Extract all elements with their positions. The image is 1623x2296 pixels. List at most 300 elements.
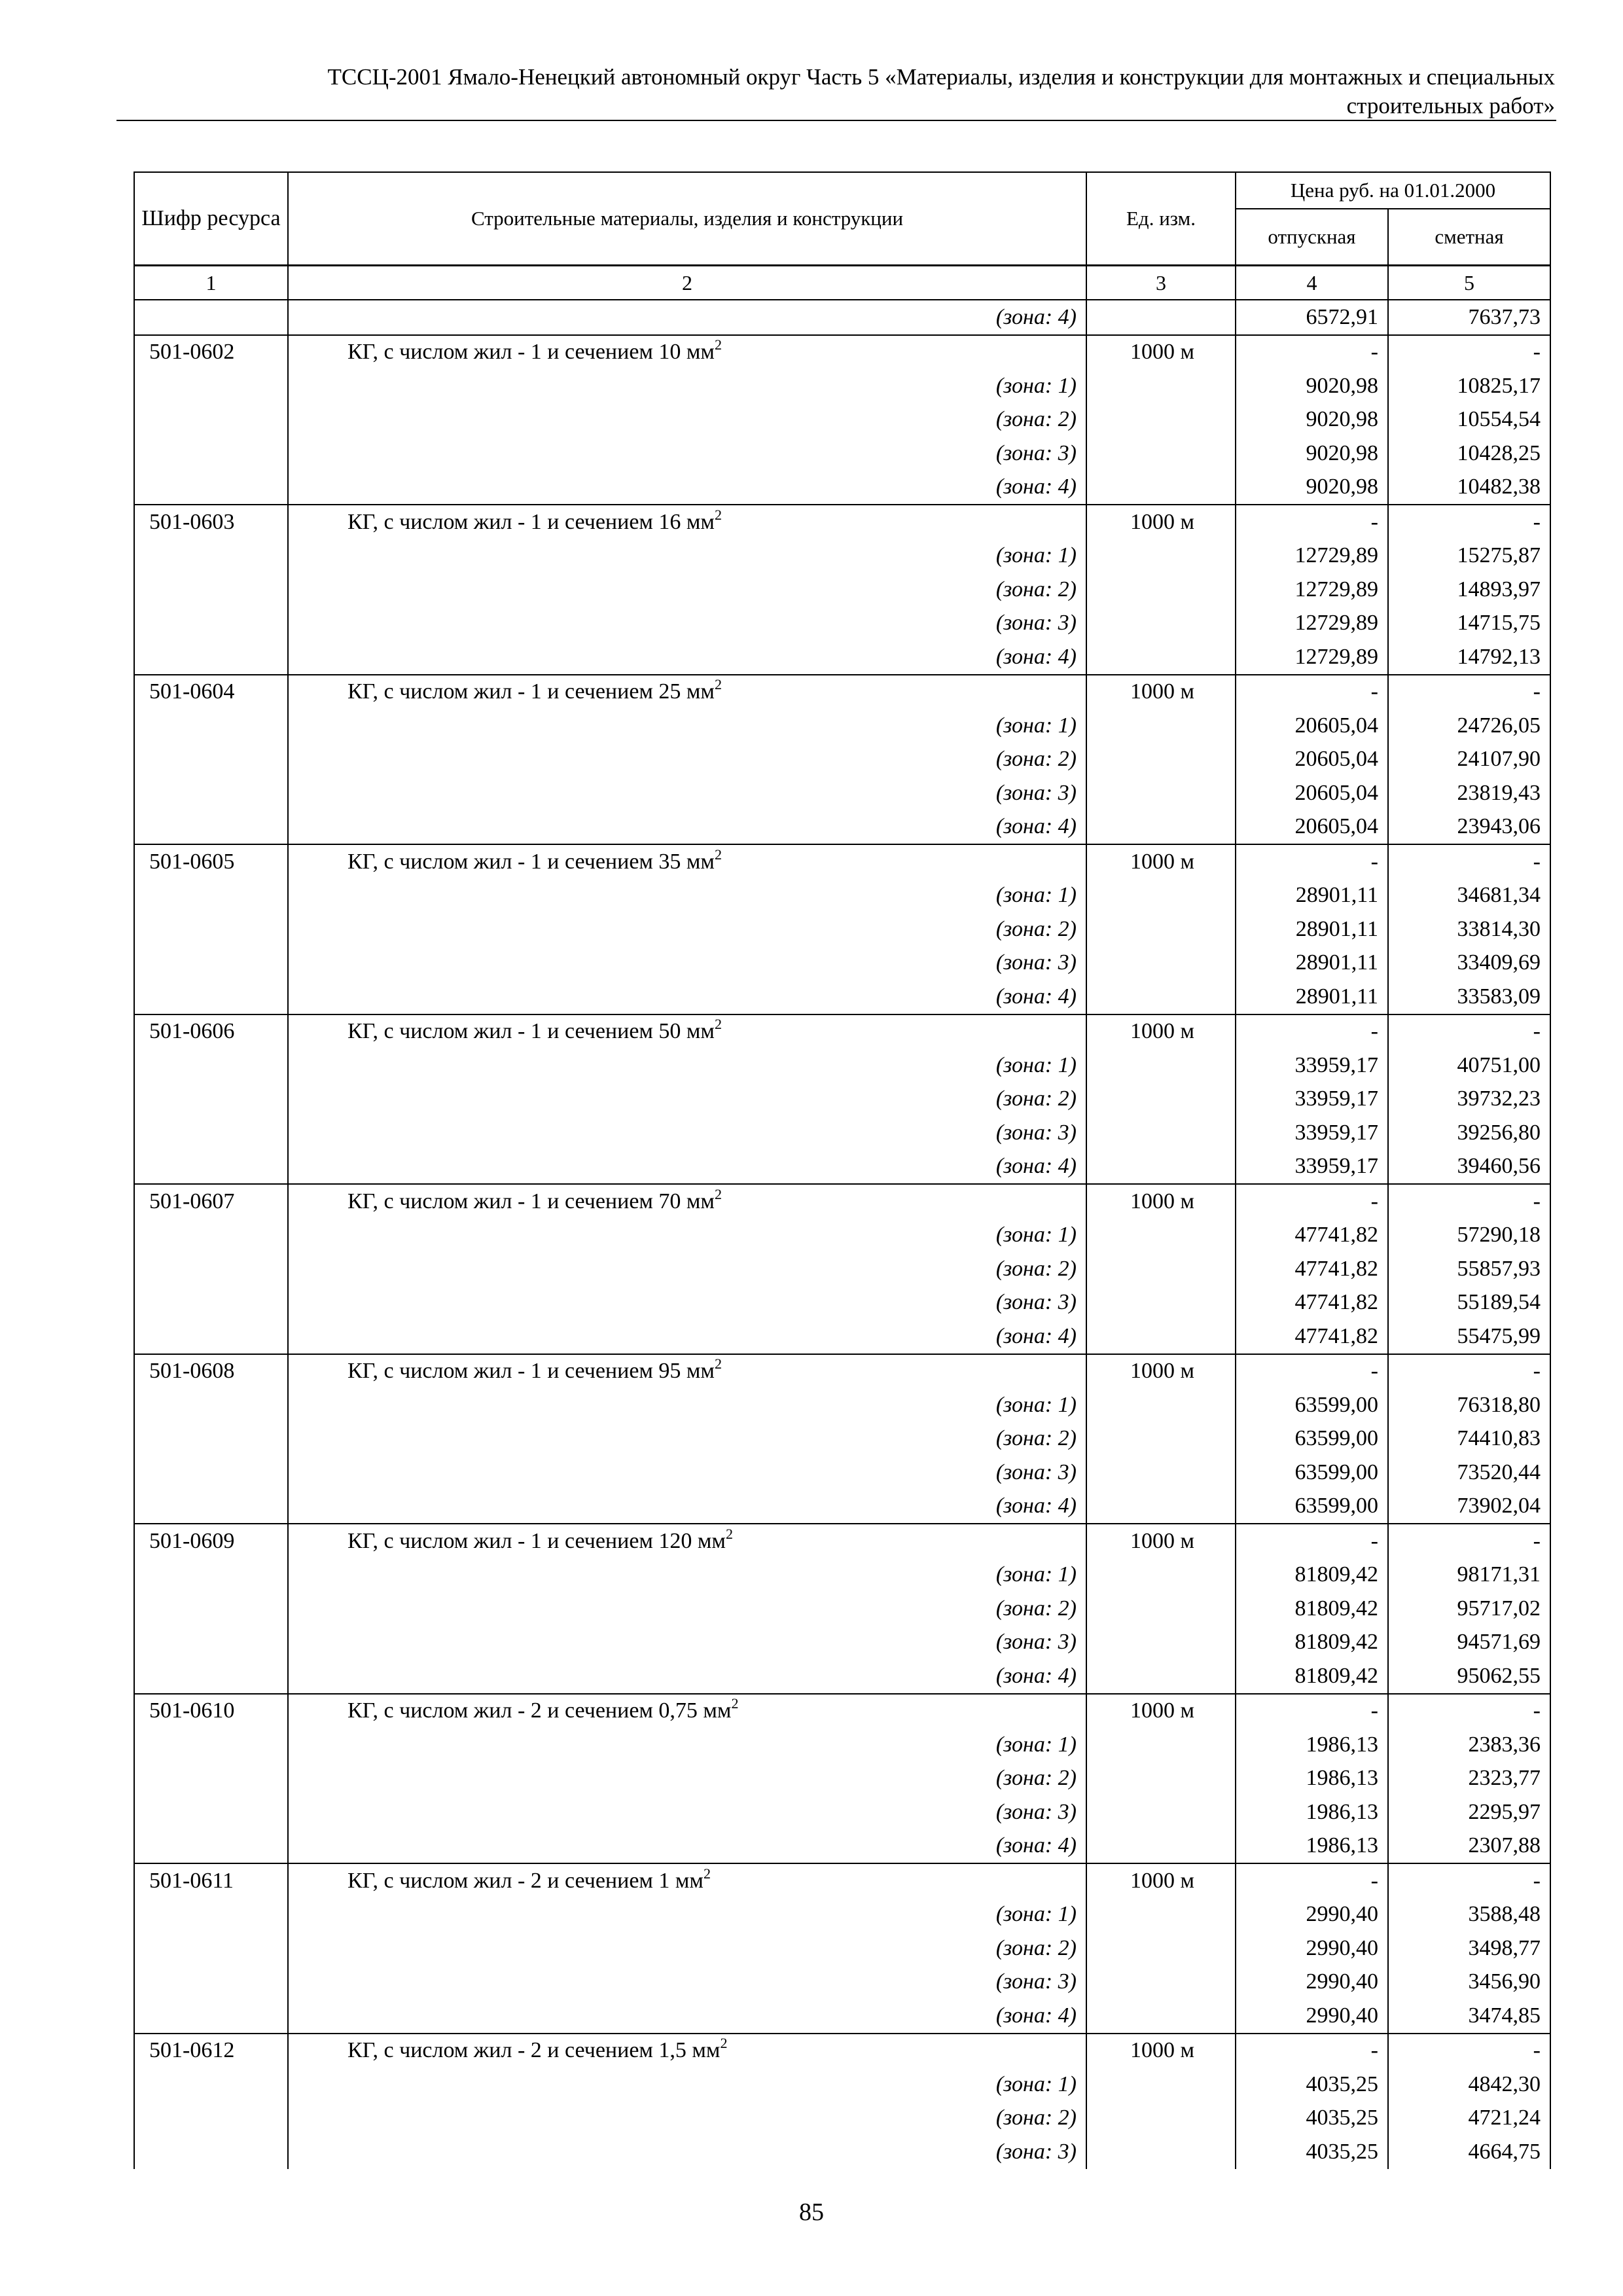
material-name-text: КГ, с числом жил - 1 и сечением 70 мм (348, 1189, 715, 1213)
zone-label: (зона: 2) (288, 573, 1086, 607)
table-row-zone (134, 1829, 1550, 1864)
release-price: 2990,40 (1236, 1898, 1388, 1932)
table-row-zone (134, 743, 1550, 777)
unit (1086, 1965, 1236, 2000)
estimate-price: 39256,80 (1388, 1116, 1550, 1150)
resource-code (134, 1795, 288, 1829)
release-price: 81809,42 (1236, 1659, 1388, 1694)
resource-code: 501-0602 (134, 335, 288, 370)
resource-code (134, 437, 288, 471)
estimate-price: 7637,73 (1388, 300, 1550, 335)
header-line-2: строительных работ» (1346, 93, 1555, 118)
release-price: 12729,89 (1236, 539, 1388, 573)
release-price: - (1236, 1354, 1388, 1389)
release-price: - (1236, 2034, 1388, 2068)
table-body (134, 300, 1550, 2169)
unit (1086, 1049, 1236, 1083)
zone-label: (зона: 3) (288, 607, 1086, 641)
estimate-price: 33583,09 (1388, 980, 1550, 1014)
superscript-exponent: 2 (731, 1695, 739, 1712)
table-row-item (134, 1184, 1550, 1219)
resource-code (134, 1083, 288, 1117)
zone-label: (зона: 2) (288, 1083, 1086, 1117)
table-row-item (134, 1014, 1550, 1049)
col-header-unit: Ед. изм. (1086, 172, 1236, 266)
resource-code (134, 369, 288, 403)
material-name-text: КГ, с числом жил - 1 и сечением 50 мм (348, 1019, 715, 1044)
table-row-zone (134, 1116, 1550, 1150)
table-row-zone (134, 810, 1550, 845)
table-row-item (134, 1863, 1550, 1898)
resource-code (134, 300, 288, 335)
resource-code (134, 1898, 288, 1932)
zone-label: (зона: 1) (288, 1558, 1086, 1592)
superscript-exponent: 2 (714, 1185, 722, 1202)
resource-code (134, 1965, 288, 2000)
release-price: 9020,98 (1236, 471, 1388, 505)
material-name (288, 335, 1086, 370)
material-name (288, 1354, 1086, 1389)
unit: 1000 м (1086, 335, 1236, 370)
table-row-zone (134, 1319, 1550, 1354)
estimate-price: 3456,90 (1388, 1965, 1550, 2000)
zone-label: (зона: 4) (288, 300, 1086, 335)
estimate-price: 55857,93 (1388, 1252, 1550, 1286)
estimate-price: - (1388, 1184, 1550, 1219)
resource-code (134, 776, 288, 810)
unit (1086, 1626, 1236, 1660)
material-name-text: КГ, с числом жил - 1 и сечением 10 мм (348, 340, 715, 365)
zone-label: (зона: 1) (288, 369, 1086, 403)
resource-code (134, 1456, 288, 1490)
zone-label: (зона: 1) (288, 1898, 1086, 1932)
table-row-item (134, 505, 1550, 539)
unit (1086, 810, 1236, 845)
table-row-zone (134, 1999, 1550, 2034)
estimate-price: 15275,87 (1388, 539, 1550, 573)
resource-code: 501-0609 (134, 1524, 288, 1558)
estimate-price: 57290,18 (1388, 1219, 1550, 1253)
release-price: 33959,17 (1236, 1049, 1388, 1083)
unit (1086, 1592, 1236, 1626)
resource-code (134, 709, 288, 743)
release-price: 81809,42 (1236, 1592, 1388, 1626)
unit (1086, 1931, 1236, 1965)
material-name-text: КГ, с числом жил - 2 и сечением 0,75 мм (348, 1698, 732, 1723)
unit: 1000 м (1086, 1694, 1236, 1729)
estimate-price: 3498,77 (1388, 1931, 1550, 1965)
release-price: 33959,17 (1236, 1116, 1388, 1150)
table-row-zone (134, 1659, 1550, 1694)
table-row-zone (134, 1286, 1550, 1320)
superscript-exponent: 2 (720, 2035, 728, 2052)
zone-label: (зона: 2) (288, 2102, 1086, 2136)
unit (1086, 1558, 1236, 1592)
release-price: 6572,91 (1236, 300, 1388, 335)
release-price: 20605,04 (1236, 709, 1388, 743)
material-name (288, 675, 1086, 709)
table-row-item (134, 1524, 1550, 1558)
estimate-price: 2295,97 (1388, 1795, 1550, 1829)
zone-label: (зона: 4) (288, 1150, 1086, 1185)
unit (1086, 1728, 1236, 1762)
resource-code (134, 1931, 288, 1965)
material-name-text: КГ, с числом жил - 2 и сечением 1 мм (348, 1868, 704, 1893)
resource-code (134, 1490, 288, 1524)
release-price: - (1236, 505, 1388, 539)
table-row-zone (134, 1626, 1550, 1660)
zone-label: (зона: 3) (288, 1965, 1086, 2000)
unit: 1000 м (1086, 1014, 1236, 1049)
price-table (134, 171, 1551, 2169)
superscript-exponent: 2 (725, 1525, 733, 1542)
unit (1086, 1116, 1236, 1150)
estimate-price: - (1388, 1863, 1550, 1898)
zone-label: (зона: 4) (288, 1319, 1086, 1354)
resource-code (134, 1388, 288, 1422)
unit (1086, 2068, 1236, 2102)
estimate-price: 74410,83 (1388, 1422, 1550, 1456)
table-row-zone (134, 1762, 1550, 1796)
resource-code (134, 1252, 288, 1286)
zone-label: (зона: 2) (288, 1762, 1086, 1796)
estimate-price: 2323,77 (1388, 1762, 1550, 1796)
unit (1086, 912, 1236, 946)
unit (1086, 1829, 1236, 1864)
release-price: - (1236, 1014, 1388, 1049)
superscript-exponent: 2 (714, 1016, 722, 1033)
estimate-price: - (1388, 505, 1550, 539)
table-row-zone (134, 1558, 1550, 1592)
release-price: 33959,17 (1236, 1083, 1388, 1117)
estimate-price: 14715,75 (1388, 607, 1550, 641)
resource-code (134, 1728, 288, 1762)
resource-code (134, 1999, 288, 2034)
table-row-item (134, 1354, 1550, 1389)
release-price: 47741,82 (1236, 1219, 1388, 1253)
release-price: 9020,98 (1236, 369, 1388, 403)
release-price: 33959,17 (1236, 1150, 1388, 1185)
release-price: 63599,00 (1236, 1388, 1388, 1422)
unit (1086, 1219, 1236, 1253)
estimate-price: 34681,34 (1388, 879, 1550, 913)
unit (1086, 1388, 1236, 1422)
release-price: 47741,82 (1236, 1319, 1388, 1354)
table-row-zone (134, 1965, 1550, 2000)
zone-label: (зона: 1) (288, 1219, 1086, 1253)
resource-code (134, 743, 288, 777)
estimate-price: 10428,25 (1388, 437, 1550, 471)
unit (1086, 403, 1236, 437)
table-row-zone (134, 709, 1550, 743)
release-price: 47741,82 (1236, 1252, 1388, 1286)
table-row-zone (134, 1219, 1550, 1253)
page-header (118, 63, 1555, 120)
estimate-price: - (1388, 1694, 1550, 1729)
release-price: 9020,98 (1236, 403, 1388, 437)
estimate-price: 94571,69 (1388, 1626, 1550, 1660)
estimate-price: 98171,31 (1388, 1558, 1550, 1592)
unit (1086, 946, 1236, 980)
table-row-zone (134, 1931, 1550, 1965)
resource-code (134, 1762, 288, 1796)
table-row-zone (134, 1388, 1550, 1422)
table-row-zone (134, 776, 1550, 810)
unit (1086, 1898, 1236, 1932)
release-price: - (1236, 1863, 1388, 1898)
zone-label: (зона: 4) (288, 1829, 1086, 1864)
release-price: - (1236, 844, 1388, 879)
material-name (288, 2034, 1086, 2068)
table-row-zone (134, 980, 1550, 1014)
estimate-price: 95062,55 (1388, 1659, 1550, 1694)
estimate-price: - (1388, 1014, 1550, 1049)
col-number: 2 (288, 266, 1086, 300)
col-header-price-group: Цена руб. на 01.01.2000 (1236, 172, 1550, 209)
resource-code: 501-0606 (134, 1014, 288, 1049)
header-rule (116, 120, 1556, 121)
release-price: - (1236, 335, 1388, 370)
resource-code (134, 2102, 288, 2136)
unit (1086, 980, 1236, 1014)
col-header-name: Строительные материалы, изделия и конструкции (288, 172, 1086, 266)
resource-code (134, 1422, 288, 1456)
resource-code (134, 1049, 288, 1083)
resource-code (134, 1219, 288, 1253)
release-price: 1986,13 (1236, 1762, 1388, 1796)
col-number: 5 (1388, 266, 1550, 300)
unit (1086, 1659, 1236, 1694)
table-row-zone (134, 1898, 1550, 1932)
release-price: 20605,04 (1236, 776, 1388, 810)
resource-code (134, 1286, 288, 1320)
estimate-price: 3474,85 (1388, 1999, 1550, 2034)
release-price: 2990,40 (1236, 1931, 1388, 1965)
estimate-price: 39460,56 (1388, 1150, 1550, 1185)
release-price: 12729,89 (1236, 640, 1388, 675)
resource-code (134, 1558, 288, 1592)
table-row-zone (134, 2135, 1550, 2169)
release-price: 81809,42 (1236, 1558, 1388, 1592)
zone-label: (зона: 3) (288, 1456, 1086, 1490)
unit (1086, 437, 1236, 471)
release-price: 81809,42 (1236, 1626, 1388, 1660)
zone-label: (зона: 1) (288, 1049, 1086, 1083)
zone-label: (зона: 3) (288, 437, 1086, 471)
table-row-item (134, 2034, 1550, 2068)
release-price: - (1236, 675, 1388, 709)
release-price: 2990,40 (1236, 1999, 1388, 2034)
material-name (288, 1863, 1086, 1898)
material-name-text: КГ, с числом жил - 2 и сечением 1,5 мм (348, 2038, 721, 2063)
table-head (134, 172, 1550, 300)
table-row-zone (134, 2068, 1550, 2102)
estimate-price: 10482,38 (1388, 471, 1550, 505)
table-row-zone (134, 1083, 1550, 1117)
table-row-zone (134, 437, 1550, 471)
table-row-zone (134, 1456, 1550, 1490)
release-price: 63599,00 (1236, 1422, 1388, 1456)
resource-code (134, 2135, 288, 2169)
resource-code (134, 912, 288, 946)
col-number: 4 (1236, 266, 1388, 300)
zone-label: (зона: 4) (288, 810, 1086, 845)
resource-code (134, 640, 288, 675)
table-row-zone (134, 1490, 1550, 1524)
estimate-price: 23819,43 (1388, 776, 1550, 810)
estimate-price: 39732,23 (1388, 1083, 1550, 1117)
estimate-price: 55189,54 (1388, 1286, 1550, 1320)
estimate-price: 33409,69 (1388, 946, 1550, 980)
release-price: - (1236, 1524, 1388, 1558)
release-price: 12729,89 (1236, 607, 1388, 641)
material-name-text: КГ, с числом жил - 1 и сечением 25 мм (348, 679, 715, 704)
zone-label: (зона: 3) (288, 1626, 1086, 1660)
estimate-price: 2383,36 (1388, 1728, 1550, 1762)
unit (1086, 709, 1236, 743)
table-row-zone (134, 1252, 1550, 1286)
material-name-text: КГ, с числом жил - 1 и сечением 95 мм (348, 1359, 715, 1384)
estimate-price: - (1388, 335, 1550, 370)
zone-label: (зона: 3) (288, 776, 1086, 810)
estimate-price: 14893,97 (1388, 573, 1550, 607)
release-price: 12729,89 (1236, 573, 1388, 607)
estimate-price: 23943,06 (1388, 810, 1550, 845)
resource-code (134, 1150, 288, 1185)
release-price: 28901,11 (1236, 946, 1388, 980)
unit: 1000 м (1086, 2034, 1236, 2068)
material-name-text: КГ, с числом жил - 1 и сечением 16 мм (348, 509, 715, 534)
estimate-price: - (1388, 1354, 1550, 1389)
zone-label: (зона: 4) (288, 640, 1086, 675)
resource-code: 501-0607 (134, 1184, 288, 1219)
material-name-text: КГ, с числом жил - 1 и сечением 35 мм (348, 849, 715, 874)
table-row-zone (134, 1150, 1550, 1185)
table-row-zone (134, 403, 1550, 437)
release-price: 63599,00 (1236, 1456, 1388, 1490)
unit (1086, 1252, 1236, 1286)
resource-code (134, 810, 288, 845)
unit (1086, 539, 1236, 573)
table-row-item (134, 844, 1550, 879)
superscript-exponent: 2 (714, 846, 722, 863)
unit (1086, 1999, 1236, 2034)
table-row-zone (134, 1728, 1550, 1762)
estimate-price: 33814,30 (1388, 912, 1550, 946)
estimate-price: 4664,75 (1388, 2135, 1550, 2169)
header-line-1: ТССЦ-2001 Ямало-Ненецкий автономный округ Часть 5 «Материалы, изделия и конструкции для монтажных и специальных (327, 64, 1555, 90)
release-price: 20605,04 (1236, 810, 1388, 845)
table-row-zone (134, 1795, 1550, 1829)
resource-code: 501-0610 (134, 1694, 288, 1729)
release-price: 1986,13 (1236, 1829, 1388, 1864)
estimate-price: 73520,44 (1388, 1456, 1550, 1490)
zone-label: (зона: 3) (288, 1795, 1086, 1829)
table-row-continuation (134, 300, 1550, 335)
unit: 1000 м (1086, 1524, 1236, 1558)
resource-code (134, 471, 288, 505)
zone-label: (зона: 4) (288, 1999, 1086, 2034)
zone-label: (зона: 1) (288, 1728, 1086, 1762)
estimate-price: 40751,00 (1388, 1049, 1550, 1083)
release-price: 20605,04 (1236, 743, 1388, 777)
superscript-exponent: 2 (714, 506, 722, 523)
zone-label: (зона: 2) (288, 1931, 1086, 1965)
unit (1086, 776, 1236, 810)
estimate-price: - (1388, 2034, 1550, 2068)
resource-code: 501-0608 (134, 1354, 288, 1389)
table-row-zone (134, 369, 1550, 403)
resource-code (134, 573, 288, 607)
unit (1086, 1150, 1236, 1185)
zone-label: (зона: 1) (288, 879, 1086, 913)
estimate-price: - (1388, 1524, 1550, 1558)
zone-label: (зона: 3) (288, 2135, 1086, 2169)
table-row-item (134, 1694, 1550, 1729)
table-row-zone (134, 573, 1550, 607)
zone-label: (зона: 1) (288, 709, 1086, 743)
unit: 1000 м (1086, 675, 1236, 709)
unit (1086, 1762, 1236, 1796)
unit (1086, 369, 1236, 403)
zone-label: (зона: 2) (288, 743, 1086, 777)
superscript-exponent: 2 (714, 1355, 722, 1372)
release-price: 2990,40 (1236, 1965, 1388, 2000)
unit: 1000 м (1086, 844, 1236, 879)
zone-label: (зона: 2) (288, 1422, 1086, 1456)
resource-code (134, 946, 288, 980)
material-name (288, 1184, 1086, 1219)
col-header-estimate: сметная (1388, 209, 1550, 266)
unit (1086, 1422, 1236, 1456)
table-row-item (134, 335, 1550, 370)
estimate-price: 55475,99 (1388, 1319, 1550, 1354)
unit (1086, 640, 1236, 675)
resource-code (134, 1319, 288, 1354)
material-name (288, 1694, 1086, 1729)
table-row-zone (134, 640, 1550, 675)
resource-code (134, 2068, 288, 2102)
estimate-price: 24726,05 (1388, 709, 1550, 743)
estimate-price: 24107,90 (1388, 743, 1550, 777)
material-name (288, 1524, 1086, 1558)
unit (1086, 1795, 1236, 1829)
resource-code (134, 980, 288, 1014)
estimate-price: 2307,88 (1388, 1829, 1550, 1864)
unit (1086, 1319, 1236, 1354)
unit: 1000 м (1086, 1184, 1236, 1219)
estimate-price: - (1388, 844, 1550, 879)
estimate-price: 3588,48 (1388, 1898, 1550, 1932)
release-price: 28901,11 (1236, 912, 1388, 946)
unit (1086, 879, 1236, 913)
material-name (288, 844, 1086, 879)
resource-code (134, 1829, 288, 1864)
table-row-zone (134, 607, 1550, 641)
estimate-price: 10825,17 (1388, 369, 1550, 403)
unit (1086, 2135, 1236, 2169)
material-name-text: КГ, с числом жил - 1 и сечением 120 мм (348, 1528, 726, 1553)
unit (1086, 743, 1236, 777)
table-row-zone (134, 539, 1550, 573)
release-price: - (1236, 1694, 1388, 1729)
unit (1086, 2102, 1236, 2136)
unit (1086, 1456, 1236, 1490)
unit (1086, 1490, 1236, 1524)
resource-code (134, 879, 288, 913)
resource-code: 501-0612 (134, 2034, 288, 2068)
zone-label: (зона: 4) (288, 1490, 1086, 1524)
